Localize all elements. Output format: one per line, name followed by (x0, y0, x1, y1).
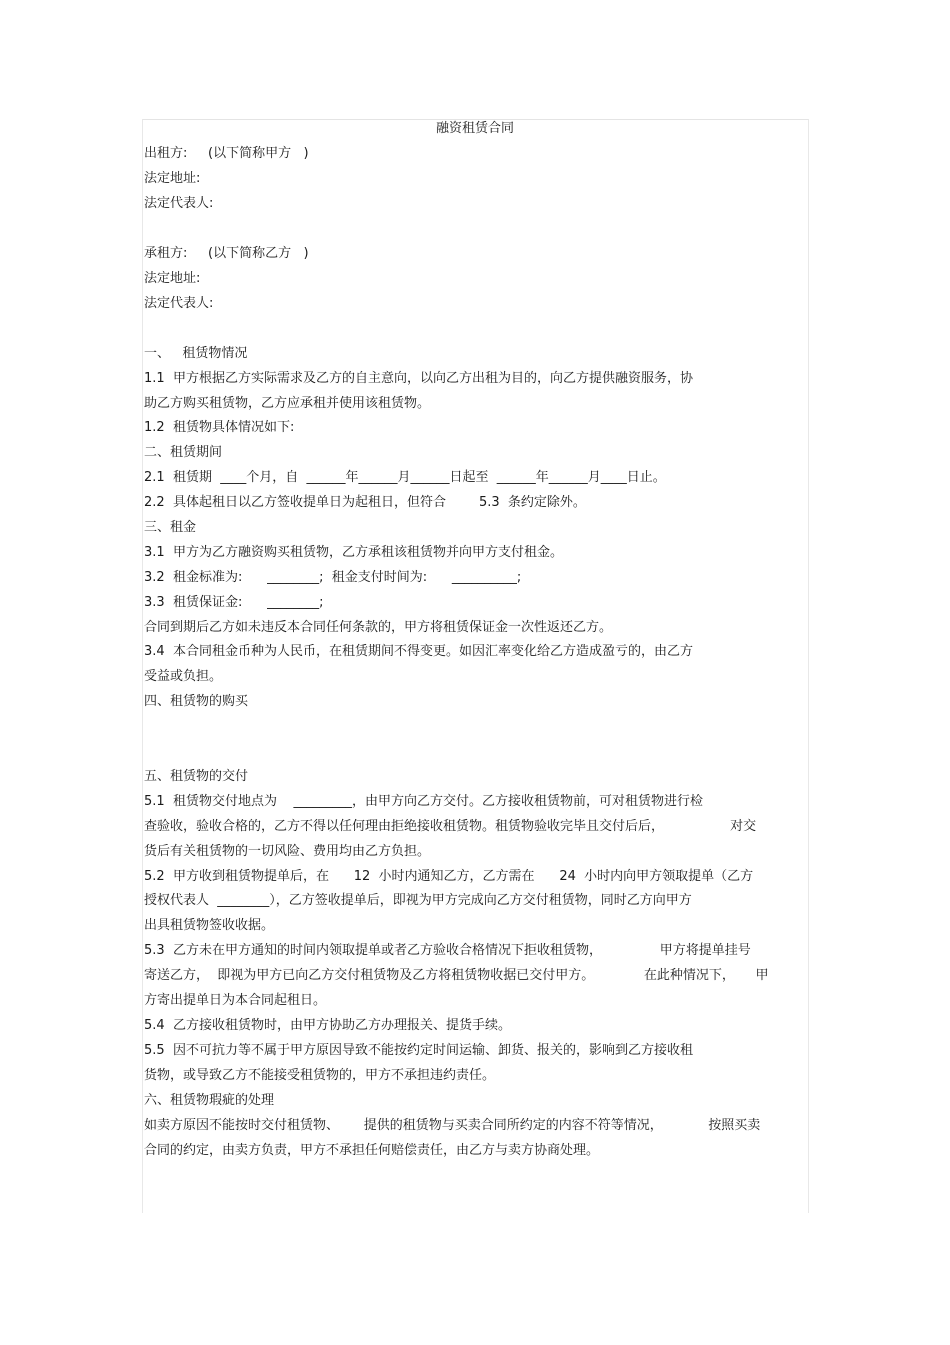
paragraph-line: 方寄出提单日为本合同起租日。 (144, 993, 327, 1008)
paragraph-line: 3.2 租金标准为: ________; 租金支付时间为: __________; (144, 570, 522, 585)
lessee-line: 承租方: (以下简称乙方 ) (144, 246, 309, 261)
section-heading: 一、 租赁物情况 (144, 346, 248, 361)
paragraph-line: 货后有关租赁物的一切风险、费用均由乙方负担。 (144, 844, 431, 859)
lessee-representative: 法定代表人: (144, 296, 214, 311)
paragraph-line: 助乙方购买租赁物，乙方应承租并使用该租赁物。 (144, 396, 431, 411)
lessor-address: 法定地址: (144, 171, 201, 186)
lessor-line: 出租方: (以下简称甲方 ) (144, 146, 309, 161)
paragraph-line: 5.3 乙方未在甲方通知的时间内领取提单或者乙方验收合格情况下拒收租赁物， 甲方将提单挂号 (144, 943, 751, 958)
paragraph-line: 出具租赁物签收收据。 (144, 918, 275, 933)
paragraph-line: 5.1 租赁物交付地点为 _________，由甲方向乙方交付。乙方接收租赁物前，可对租赁物进行检 (144, 794, 703, 809)
paragraph-line: 授权代表人 ________），乙方签收提单后，即视为甲方完成向乙方交付租赁物，同时乙方向甲方 (144, 893, 692, 908)
document-title: 融资租赁合同 (435, 121, 514, 136)
paragraph-line: 受益或负担。 (144, 669, 223, 684)
lessee-address: 法定地址: (144, 271, 201, 286)
paragraph-line: 查验收，验收合格的，乙方不得以任何理由拒绝接收租赁物。租赁物验收完毕且交付后后， 对交 (144, 819, 757, 834)
paragraph-line: 3.3 租赁保证金: ________; (144, 595, 324, 610)
paragraph-line: 1.1 甲方根据乙方实际需求及乙方的自主意向，以向乙方出租为目的，向乙方提供融资服务，协 (144, 371, 693, 386)
section-heading: 二、租赁期间 (144, 445, 223, 460)
paragraph-line: 2.2 具体起租日以乙方签收提单日为起租日，但符合 5.3 条约定除外。 (144, 495, 586, 510)
paragraph-line: 寄送乙方， 即视为甲方已向乙方交付租赁物及乙方将租赁物收据已交付甲方。 在此种情况下， 甲 (144, 968, 769, 983)
paragraph-line: 3.4 本合同租金币种为人民币，在租赁期间不得变更。如因汇率变化给乙方造成盈亏的，由乙方 (144, 644, 693, 659)
section-heading: 四、租赁物的购买 (144, 694, 249, 709)
section-heading: 三、租金 (144, 520, 197, 535)
paragraph-line: 5.2 甲方收到租赁物提单后，在 12 小时内通知乙方，乙方需在 24 小时内向甲方领取提单（乙方 (144, 869, 754, 884)
paragraph-line: 合同的约定，由卖方负责，甲方不承担任何赔偿责任，由乙方与卖方协商处理。 (144, 1143, 600, 1158)
paragraph-line: 5.5 因不可抗力等不属于甲方原因导致不能按约定时间运输、卸货、报关的，影响到乙方接收租 (144, 1043, 693, 1058)
paragraph-line: 2.1 租赁期 ____个月，自 ______年______月______日起至 ______年______月____日止。 (144, 470, 666, 485)
section-heading: 五、租赁物的交付 (144, 769, 249, 784)
paragraph-line: 3.1 甲方为乙方融资购买租赁物，乙方承租该租赁物并向甲方支付租金。 (144, 545, 563, 560)
lessor-representative: 法定代表人: (144, 196, 214, 211)
paragraph-line: 如卖方原因不能按时交付租赁物、 提供的租赁物与买卖合同所约定的内容不符等情况， 按照买卖 (144, 1118, 761, 1133)
paragraph-line: 5.4 乙方接收租赁物时，由甲方协助乙方办理报关、提货手续。 (144, 1018, 511, 1033)
section-heading: 六、租赁物瑕疵的处理 (144, 1093, 275, 1108)
paragraph-line: 1.2 租赁物具体情况如下: (144, 420, 295, 435)
paragraph-line: 合同到期后乙方如未违反本合同任何条款的，甲方将租赁保证金一次性返还乙方。 (144, 620, 613, 635)
paragraph-line: 货物，或导致乙方不能接受租赁物的，甲方不承担违约责任。 (144, 1068, 496, 1083)
